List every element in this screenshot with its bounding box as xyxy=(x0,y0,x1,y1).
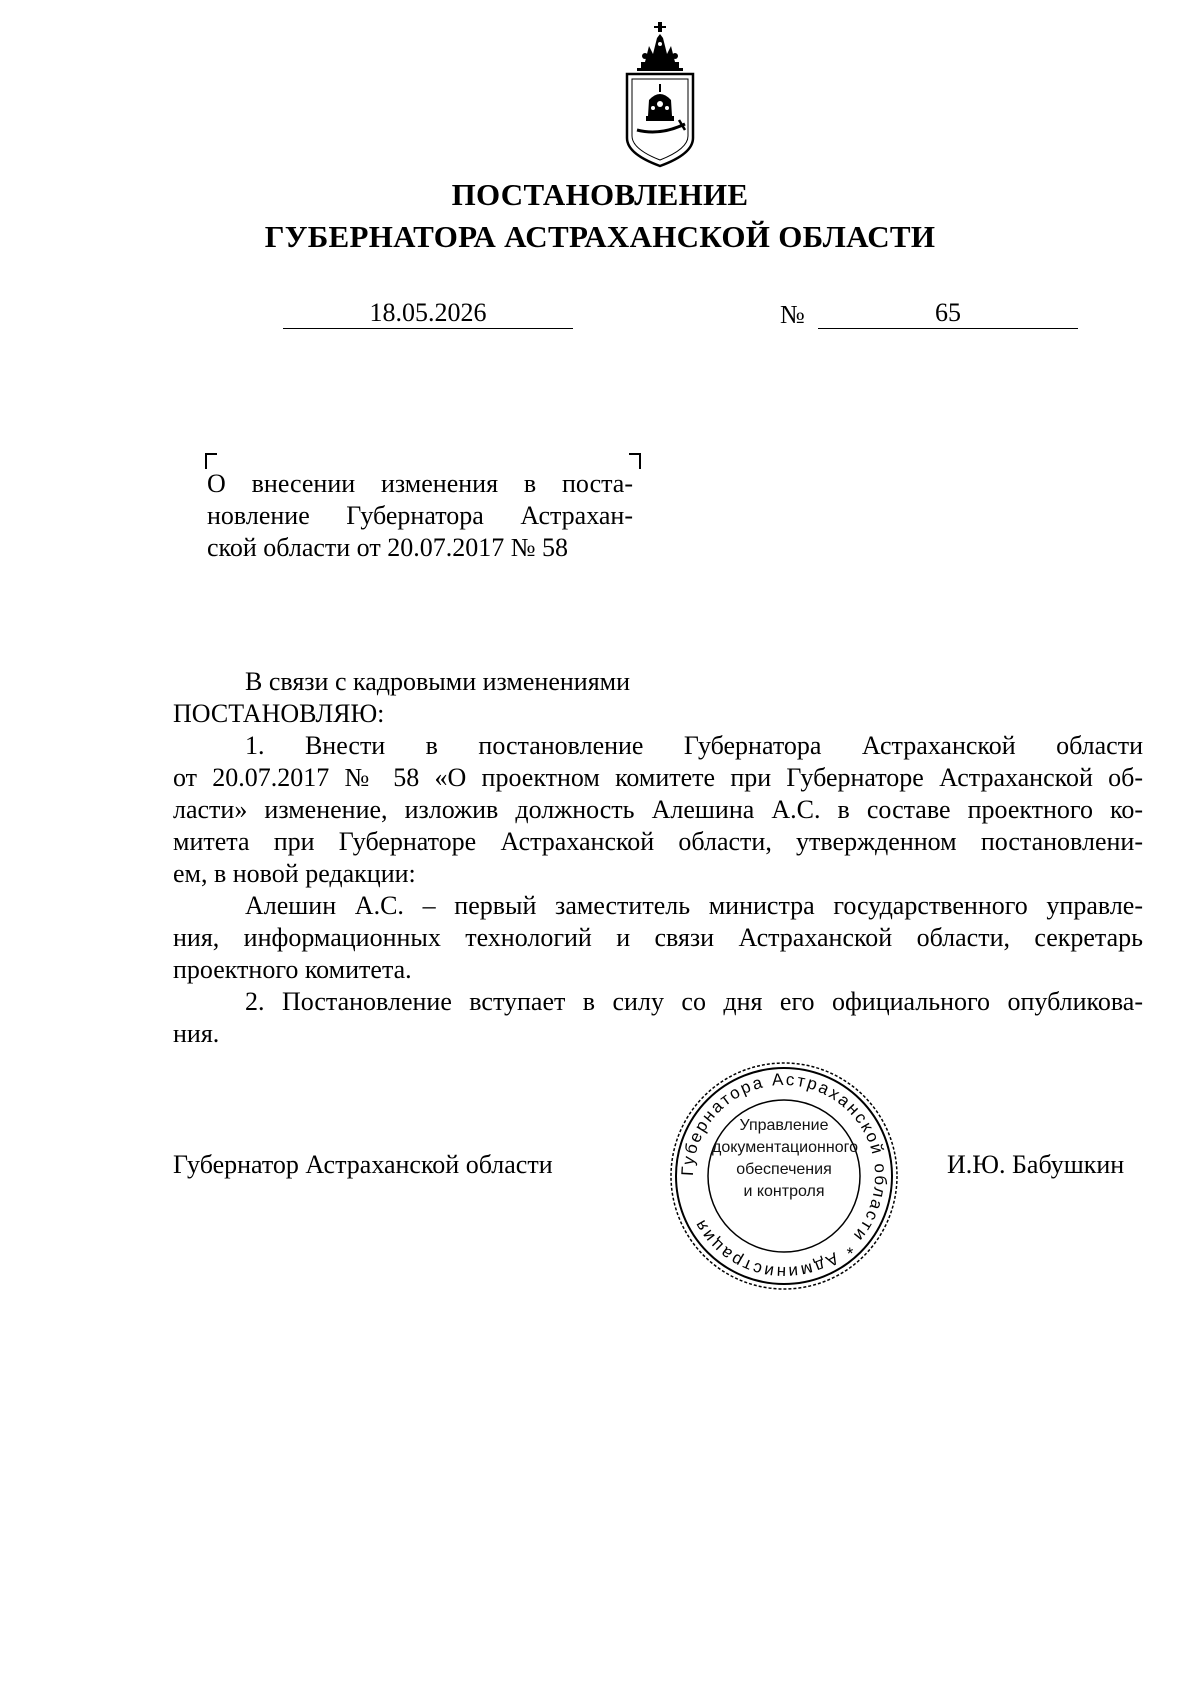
date-underline xyxy=(283,328,573,329)
stamp-inner-line: Управление xyxy=(739,1117,829,1134)
body-paragraph-line: Алешин А.С. – первый заместитель министра государственного управле- xyxy=(245,891,1143,920)
stamp-inner-line: обеспечения xyxy=(736,1161,832,1178)
body-paragraph-line: от 20.07.2017 № 58 «О проектном комитете при Губернаторе Астраханской об- xyxy=(173,763,1143,792)
subject-corner-right xyxy=(629,453,641,469)
body-paragraph-line: проектного комитета. xyxy=(173,955,412,984)
body-paragraph-line: ния, информационных технологий и связи Астраханской области, секретарь xyxy=(173,923,1143,952)
body-paragraph-line: ласти» изменение, изложив должность Алешина А.С. в составе проектного ко- xyxy=(173,795,1143,824)
stamp-inner-text xyxy=(712,1115,856,1203)
body-paragraph-line: ния. xyxy=(173,1019,220,1048)
document-number: 65 xyxy=(935,298,961,327)
subject-line: ской области от 20.07.2017 № 58 xyxy=(207,533,569,562)
document-date: 18.05.2026 xyxy=(369,298,487,327)
body-paragraph-line: 1. Внести в постановление Губернатора Астраханской области xyxy=(245,731,1143,760)
stamp-inner-line: документационного xyxy=(712,1139,858,1156)
body-paragraph-line: митета при Губернаторе Астраханской области, утвержденном постановлени- xyxy=(173,827,1143,856)
signatory-name: И.Ю. Бабушкин xyxy=(947,1150,1125,1179)
document-type-title: ПОСТАНОВЛЕНИЕ xyxy=(451,177,749,212)
coat-of-arms-emblem xyxy=(615,20,705,170)
stamp-ring-text: Губернатора Астраханской области * Администрация xyxy=(677,1069,891,1283)
stamp-inner-line: и контроля xyxy=(743,1183,825,1200)
body-paragraph-line: 2. Постановление вступает в силу со дня его официального опубликова- xyxy=(245,987,1143,1016)
resolve-word: ПОСТАНОВЛЯЮ: xyxy=(173,699,385,728)
signatory-position: Губернатор Астраханской области xyxy=(173,1150,553,1179)
subject-corner-left xyxy=(205,453,217,469)
issuer-title: ГУБЕРНАТОРА АСТРАХАНСКОЙ ОБЛАСТИ xyxy=(264,219,936,254)
body-paragraph-line: В связи с кадровыми изменениями xyxy=(245,667,631,696)
subject-line: новление Губернатора Астрахан- xyxy=(207,501,633,530)
number-underline xyxy=(818,328,1078,329)
subject-line: О внесении изменения в поста- xyxy=(207,469,633,498)
number-sign: № xyxy=(780,300,805,329)
body-paragraph-line: ем, в новой редакции: xyxy=(173,859,416,888)
